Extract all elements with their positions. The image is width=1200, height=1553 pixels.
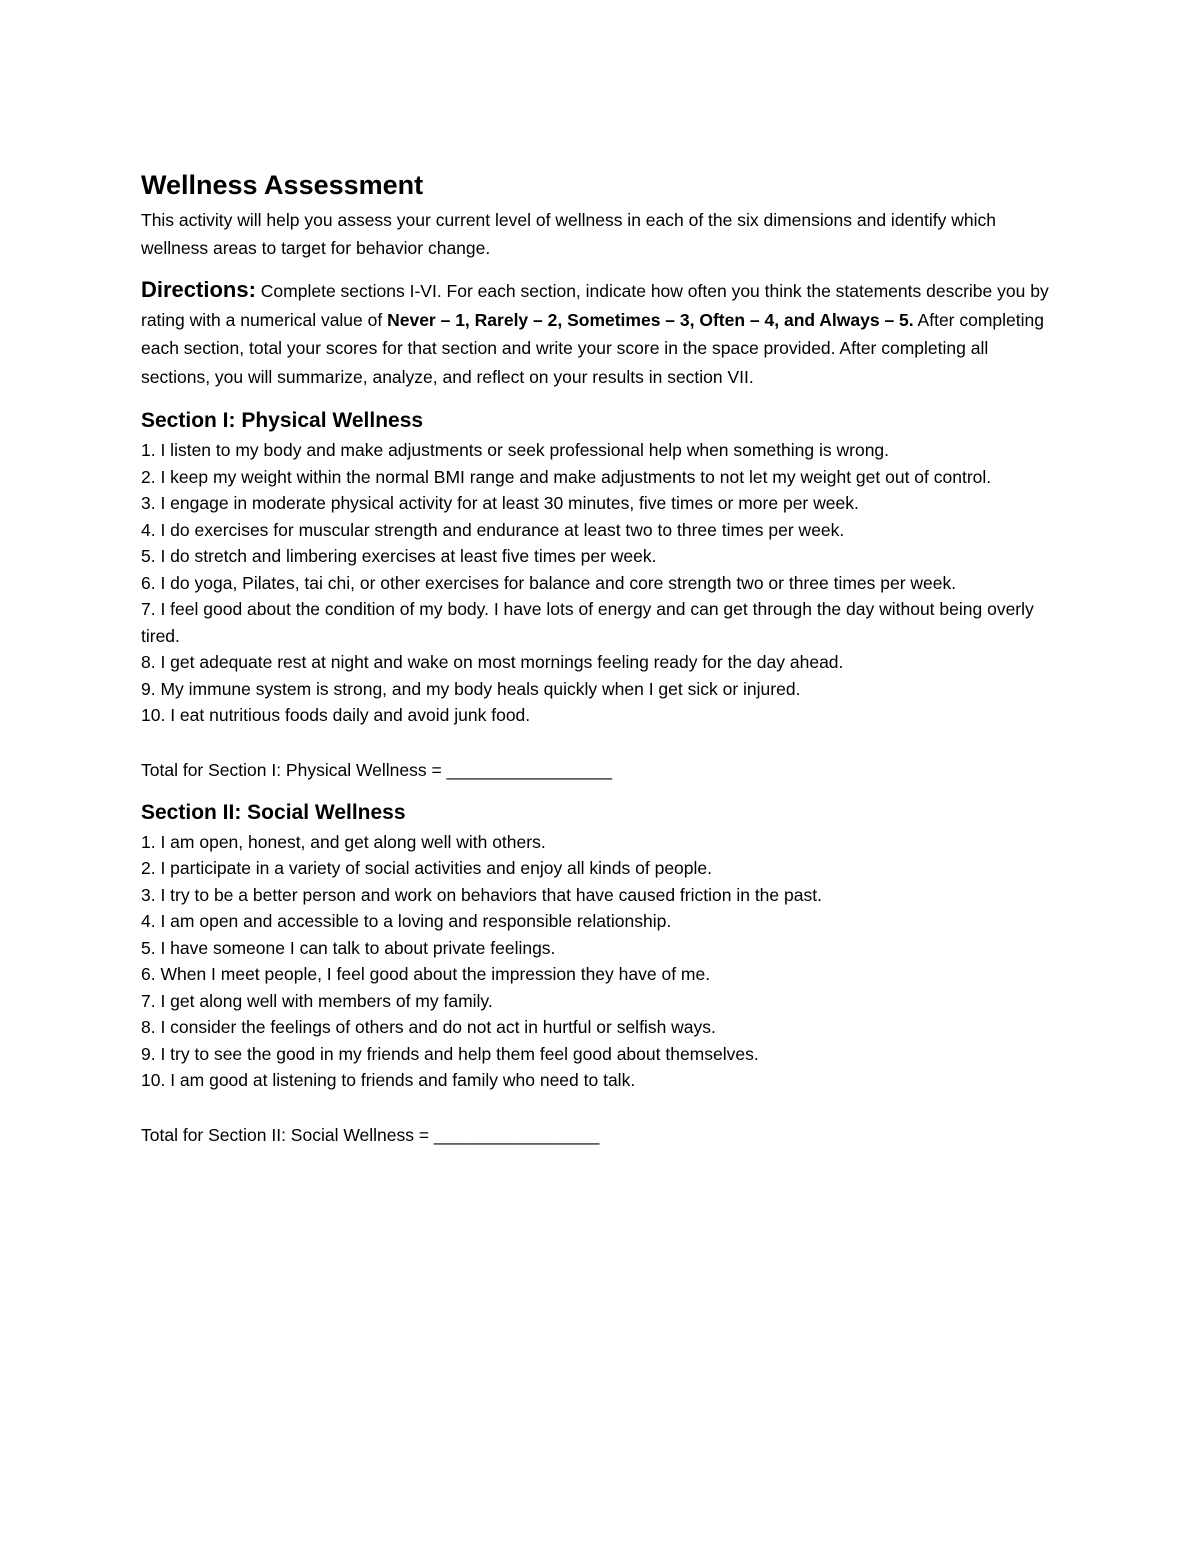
- list-item: 1. I listen to my body and make adjustments or seek professional help when something is wrong.: [141, 440, 890, 460]
- section-social-wellness: [141, 799, 1061, 1148]
- list-item: 9. My immune system is strong, and my body heals quickly when I get sick or injured.: [141, 678, 801, 699]
- statement-list: [141, 437, 1061, 729]
- list-item: 9. I try to see the good in my friends and help them feel good about themselves.: [141, 1043, 759, 1064]
- list-item: 3. I engage in moderate physical activity for at least 30 minutes, five times or more per week.: [141, 493, 859, 513]
- statement-list: [141, 829, 1061, 1094]
- list-item: 7. I get along well with members of my family.: [141, 990, 493, 1011]
- list-item: 5. I do stretch and limbering exercises at least five times per week.: [141, 546, 657, 566]
- list-item: 6. I do yoga, Pilates, tai chi, or other exercises for balance and core strength two or three times per week.: [141, 572, 957, 593]
- list-item: 2. I keep my weight within the normal BMI range and make adjustments to not let my weight get out of control.: [141, 466, 992, 487]
- list-item: 7. I feel good about the condition of my body. I have lots of energy and can get through the day without being overly tired.: [141, 599, 1034, 646]
- directions-text-2: After completing each section, total your scores for that section and write your score in the space provided. After completing all sections, you will summarize, analyze, and reflect on your results in section VII.: [141, 309, 1045, 387]
- section-total-line: Total for Section II: Social Wellness = _________________: [141, 1124, 600, 1145]
- list-item: 8. I consider the feelings of others and do not act in hurtful or selfish ways.: [141, 1017, 716, 1037]
- document-content: [141, 168, 1061, 1148]
- rating-scale: Never – 1, Rarely – 2, Sometimes – 3, Often – 4, and Always – 5.: [387, 309, 914, 330]
- list-item: 2. I participate in a variety of social activities and enjoy all kinds of people.: [141, 858, 713, 878]
- section-total-line: Total for Section I: Physical Wellness = _________________: [141, 759, 613, 780]
- list-item: 1. I am open, honest, and get along well with others.: [141, 831, 546, 852]
- list-item: 5. I have someone I can talk to about private feelings.: [141, 937, 556, 958]
- list-item: 4. I am open and accessible to a loving and responsible relationship.: [141, 911, 672, 931]
- list-item: 10. I eat nutritious foods daily and avoid junk food.: [141, 705, 531, 725]
- directions-paragraph: [141, 276, 1061, 391]
- intro-paragraph: This activity will help you assess your current level of wellness in each of the six dimensions and identify which wellness areas to target for behavior change.: [141, 210, 996, 258]
- list-item: 10. I am good at listening to friends and family who need to talk.: [141, 1070, 636, 1090]
- list-item: 8. I get adequate rest at night and wake on most mornings feeling ready for the day ahead.: [141, 652, 844, 672]
- directions-text-1: Complete sections I-VI. For each section, indicate how often you think the statements describe you by rating with a numerical value of: [141, 281, 1049, 330]
- section-physical-wellness: [141, 407, 1061, 783]
- list-item: 4. I do exercises for muscular strength and endurance at least two to three times per week.: [141, 519, 845, 540]
- directions-label: Directions:: [141, 277, 256, 302]
- list-item: 6. When I meet people, I feel good about the impression they have of me.: [141, 964, 711, 984]
- page-title: Wellness Assessment: [141, 170, 424, 200]
- section-heading: Section I: Physical Wellness: [141, 409, 424, 432]
- section-heading: Section II: Social Wellness: [141, 800, 406, 824]
- list-item: 3. I try to be a better person and work on behaviors that have caused friction in the past.: [141, 884, 822, 905]
